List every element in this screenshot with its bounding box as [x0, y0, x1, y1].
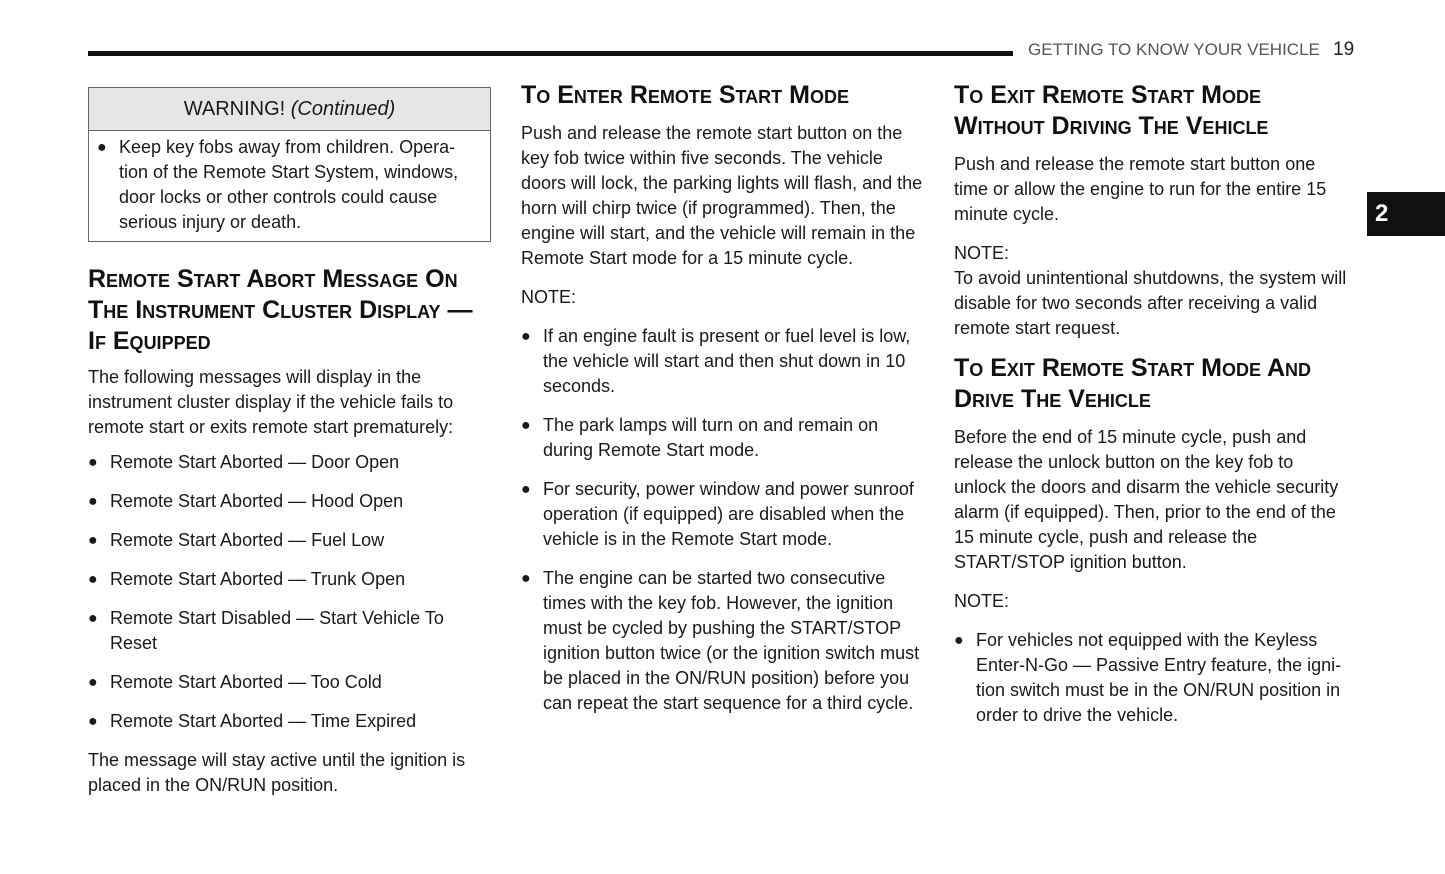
- bullet-icon: ●: [88, 571, 98, 588]
- exit-note-text: To avoid unintentional shutdowns, the system will disable for two seconds after receiving a valid remote start request.: [954, 268, 1347, 338]
- bullet-icon: ●: [88, 713, 98, 730]
- list-item: [88, 567, 491, 592]
- list-item: [954, 628, 1349, 728]
- list-item: [88, 528, 491, 553]
- list-item: [521, 413, 926, 463]
- warning-body: [89, 131, 490, 241]
- list-item-text: Remote Start Disabled — Start Vehicle To Reset: [110, 608, 444, 653]
- enter-remote-start-heading: To Enter Remote Start Mode: [521, 81, 849, 109]
- column-1: [88, 80, 491, 798]
- warning-label: WARNING!: [183, 98, 286, 120]
- exit-without-driving-body: Push and release the remote start button one time or allow the engine to run for the entire 15 minute cycle.: [954, 154, 1327, 224]
- exit-and-drive-body: Before the end of 15 minute cycle, push and release the unlock button on the key fob to unlock the doors and disarm the vehicle security alarm (if equipped). Then, prior to the end of the 15 minute cycle, push and release the START/STOP ignition button.: [954, 427, 1339, 572]
- bullet-icon: ●: [521, 570, 531, 587]
- header-rule: [88, 51, 1013, 56]
- exit-and-drive-heading: To Exit Remote Start Mode And Drive The Vehicle: [954, 354, 1312, 413]
- bullet-icon: ●: [88, 674, 98, 691]
- list-item-text: Remote Start Aborted — Trunk Open: [110, 569, 406, 589]
- note-label: NOTE:: [954, 591, 1010, 611]
- list-item: [521, 477, 926, 552]
- bullet-icon: ●: [521, 417, 531, 434]
- list-item: [88, 450, 491, 475]
- running-title: GETTING TO KNOW YOUR VEHICLE: [1028, 40, 1320, 59]
- list-item-text: Remote Start Aborted — Fuel Low: [110, 530, 385, 550]
- enter-remote-start-body: Push and release the remote start button on the key fob twice within five seconds. The vehicle doors will lock, the parking lights will flash, and the horn will chirp twice (if programmed). Then, the engine will start, and the vehicle will remain in the Remote Start mode for a 15 minute cycle.: [521, 123, 923, 268]
- warning-title: [89, 88, 490, 131]
- abort-closing: The message will stay active until the ignition is placed in the ON/RUN position.: [88, 750, 466, 795]
- bullet-icon: ●: [88, 493, 98, 510]
- list-item: [521, 566, 926, 716]
- list-item-text: The park lamps will turn on and remain on during Remote Start mode.: [543, 415, 879, 460]
- column-2: [521, 80, 926, 716]
- bullet-icon: ●: [88, 454, 98, 471]
- list-item: [521, 324, 926, 399]
- chapter-tab: 2: [1367, 192, 1445, 236]
- note-label: NOTE:: [521, 287, 577, 307]
- abort-message-list: [88, 450, 491, 734]
- list-item-text: The engine can be started two consecutive times with the key fob. However, the ignition must be cycled by pushing the START/STOP ignition button twice (or the ignition switch must be placed in the ON/RUN position) before you can repeat the start sequence for a third cycle.: [543, 568, 920, 713]
- note-label: NOTE:: [954, 243, 1010, 263]
- page-number: 19: [1333, 39, 1355, 60]
- list-item-text: For security, power window and power sunroof operation (if equipped) are disabled when the vehicle is in the Remote Start mode.: [543, 479, 914, 549]
- bullet-icon: ●: [97, 139, 107, 156]
- list-item: [88, 709, 491, 734]
- column-3: [954, 80, 1349, 728]
- list-item: [88, 670, 491, 695]
- list-item-text: Remote Start Aborted — Hood Open: [110, 491, 404, 511]
- list-item: [88, 489, 491, 514]
- bullet-icon: ●: [88, 532, 98, 549]
- exit-and-drive-notes: [954, 628, 1349, 728]
- list-item-text: Remote Start Aborted — Too Cold: [110, 672, 382, 692]
- list-item-text: For vehicles not equipped with the Keyless Enter-N-Go — Passive Entry feature, the igni-tion switch must be in the ON/RUN position in order to drive the vehicle.: [976, 630, 1342, 725]
- exit-without-driving-heading: To Exit Remote Start Mode Without Driving The Vehicle: [954, 81, 1269, 140]
- list-item-text: Remote Start Aborted — Time Expired: [110, 711, 417, 731]
- bullet-icon: ●: [521, 481, 531, 498]
- warning-bullet: [97, 135, 480, 235]
- bullet-icon: ●: [954, 632, 964, 649]
- warning-continued: (Continued): [290, 98, 396, 120]
- bullet-icon: ●: [521, 328, 531, 345]
- bullet-icon: ●: [88, 610, 98, 627]
- enter-notes-list: [521, 324, 926, 716]
- abort-intro: The following messages will display in the instrument cluster display if the vehicle fails to remote start or exits remote start prematurely:: [88, 367, 454, 437]
- list-item: [88, 606, 491, 656]
- list-item-text: If an engine fault is present or fuel level is low, the vehicle will start and then shut down in 10 seconds.: [543, 326, 911, 396]
- list-item-text: Remote Start Aborted — Door Open: [110, 452, 400, 472]
- warning-bullet-text: Keep key fobs away from children. Opera-tion of the Remote Start System, windows, door locks or other controls could cause serious injury or death.: [119, 137, 459, 232]
- abort-message-heading: Remote Start Abort Message On The Instrument Cluster Display — If Equipped: [88, 265, 473, 355]
- warning-box: [88, 87, 491, 242]
